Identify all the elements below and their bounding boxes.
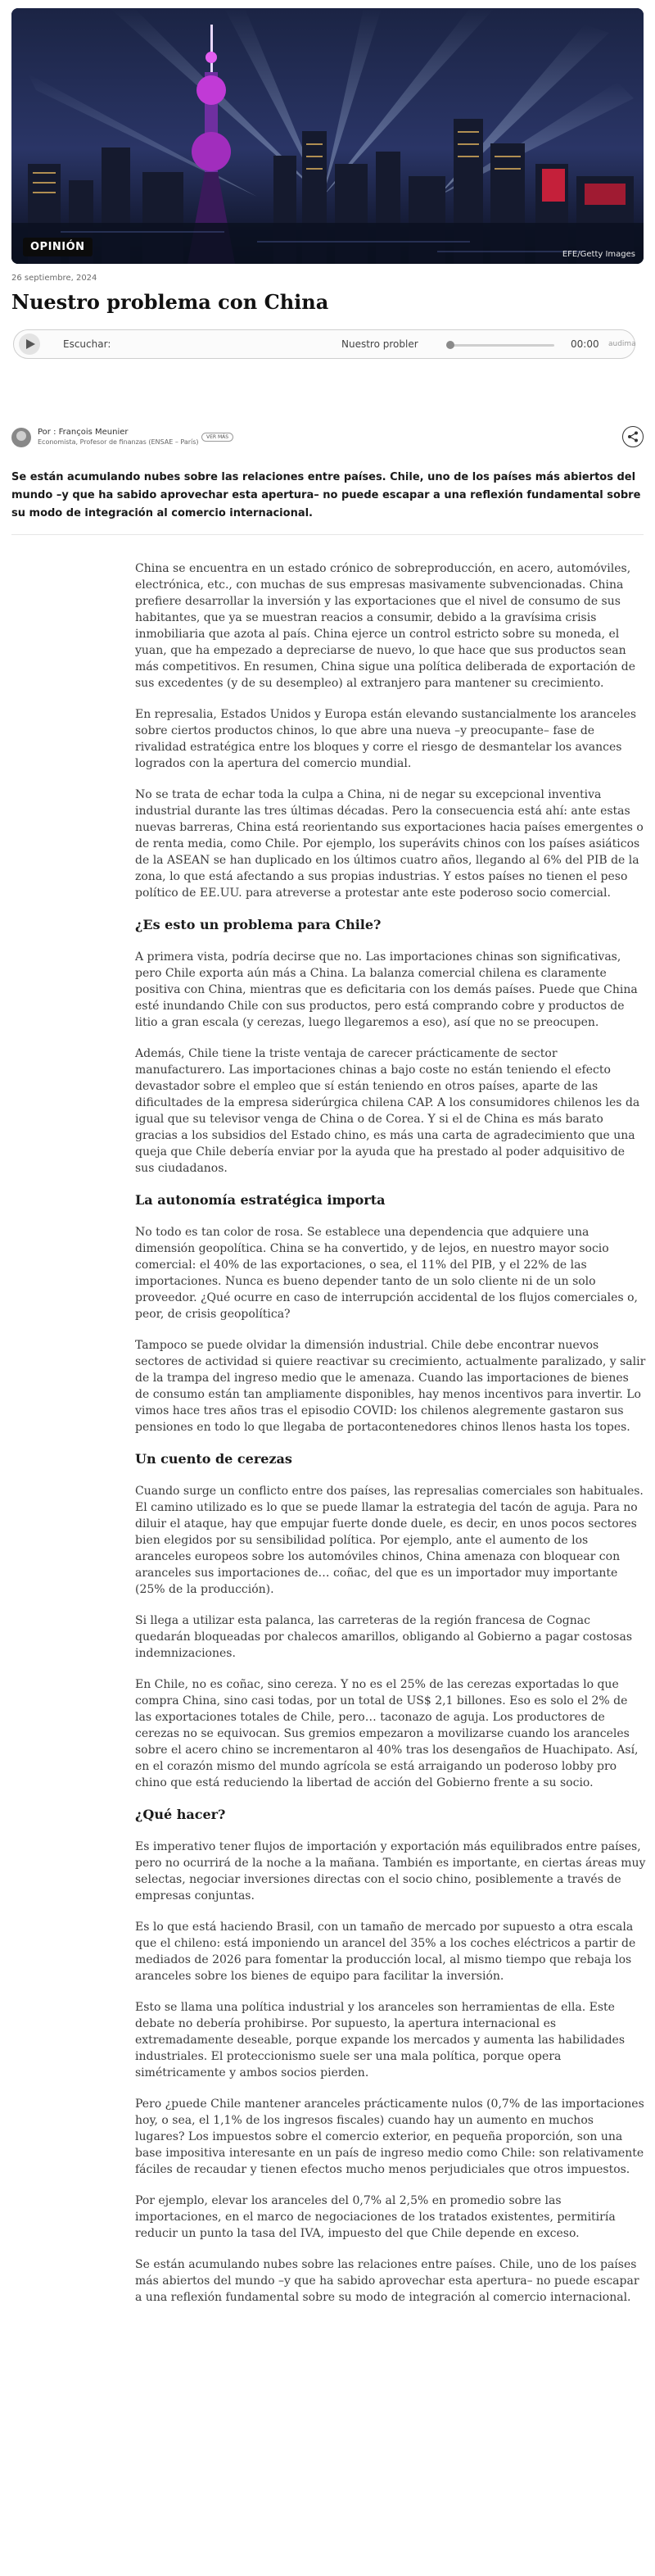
play-icon[interactable]: [19, 333, 40, 355]
paragraph: Es imperativo tener flujos de importación y exportación más equilibrados entre países, pero no ocurrirá de la noche a la mañana. También es importante, en ciertas áreas muy selectas, negociar inversiones directas con el socio chino, posiblemente a través de empresas conjuntas.: [135, 1840, 646, 1903]
article-body: [135, 560, 646, 2320]
opinion-badge: OPINIÓN: [23, 238, 93, 256]
see-more-button[interactable]: VER MÁS: [201, 433, 233, 442]
article-lead: Se están acumulando nubes sobre las relaciones entre países. Chile, uno de los países más abiertos del mundo –y que ha sabido aprovechar esta apertura– no puede escapar a una reflexión fundamental sobre su modo de integración al comercio internacional.: [11, 471, 641, 519]
paragraph: Cuando surge un conflicto entre dos países, las represalias comerciales son habituales. El camino utilizado es lo que se puede llamar la estrategia del tacón de aguja. Para no diluir el ataque, hay que empujar fuerte donde duele, es decir, en unos pocos sectores bien elegidos por su sensibilidad política. Por ejemplo, ante el aumento de los aranceles europeos sobre los automóviles chinos, China amenaza con bloquear con aranceles sus importaciones de… coñac, del que es un importador muy importante (25% de la producción).: [135, 1485, 644, 1596]
section-heading: Un cuento de cerezas: [135, 1451, 292, 1467]
paragraph: Pero ¿puede Chile mantener aranceles prácticamente nulos (0,7% de las importaciones hoy, o sea, el 1,1% de los ingresos fiscales) cuando hay un aumento en muchos lugares? Los impuestos sobre el comercio exterior, en pequeña proporción, son una base impositiva interesante en un país de ingreso medio como Chile: son relativamente fáciles de recaudar y tienen efectos mucho menos perjudiciales que otros impuestos.: [135, 2098, 644, 2176]
current-time: 00:00: [571, 338, 599, 350]
author-block: [11, 426, 644, 451]
paragraph: Esto se llama una política industrial y los aranceles son herramientas de ella. Este debate no debería prohibirse. Por supuesto, la apertura internacional es extremadamente deseable, porque expande los mercados y aumenta las habilidades industriales. El proteccionismo suele ser una mala política, porque opera simétricamente y ambos socios pierden.: [135, 2001, 626, 2079]
paragraph: No se trata de echar toda la culpa a China, ni de negar su excepcional inventiva industrial durante las tres últimas décadas. Pero la consecuencia está ahí: ante estas nuevas barreras, China está reorientando sus exportaciones hacia países emergentes o de renta media, como Chile. Por ejemplo, los superávits chinos con los países asiáticos de la ASEAN se han duplicado en los últimos cuatro años, llegando al 6% del PIB de la zona, lo que está afectando a sus propias industrias. Y estos países no tienen el peso político de EE.UU. para atreverse a protestar ante este poderoso socio comercial.: [135, 788, 644, 900]
paragraph: No todo es tan color de rosa. Se establece una dependencia que adquiere una dimensión geopolítica. China se ha convertido, y de lejos, en nuestro mayor socio comercial: el 40% de las exportaciones, o sea, el 11% del PIB, y el 22% de las importaciones. Nunca es bueno depender tanto de un solo cliente ni de un solo proveedor. ¿Qué ocurre en caso de interrupción accidental de los flujos comerciales o, peor, de crisis geopolítica?: [135, 1226, 638, 1321]
paragraph: Se están acumulando nubes sobre las relaciones entre países. Chile, uno de los países más abiertos del mundo –y que ha sabido aprovechar esta apertura– no puede escapar a una reflexión fundamental sobre su modo de integración al comercio internacional.: [135, 2258, 639, 2304]
section-heading: ¿Qué hacer?: [135, 1807, 226, 1822]
hero-image: [11, 8, 644, 264]
paragraph: Además, Chile tiene la triste ventaja de carecer prácticamente de sector manufacturero. Las importaciones chinas a bajo coste no están teniendo el efecto devastador sobre el empleo que sí están teniendo en otros países, aparte de las dificultades de la empresa siderúrgica chilena CAP. A los consumidores chilenos les da igual que su televisor venga de China o de Corea. Y si el de China es más barato gracias a los subsidios del Estado chino, es más una carta de agradecimiento que una queja que Chile debería enviar por la ayuda que ha prestado al poder adquisitivo de sus ciudadanos.: [135, 1047, 640, 1175]
section-heading: La autonomía estratégica importa: [135, 1192, 386, 1208]
progress-knob[interactable]: [446, 341, 454, 349]
article-title: Nuestro problema con China: [11, 290, 329, 314]
section-heading: ¿Es esto un problema para Chile?: [135, 917, 382, 932]
publish-date: 26 septiembre, 2024: [11, 274, 97, 283]
progress-bar[interactable]: [448, 344, 554, 347]
paragraph: Por ejemplo, elevar los aranceles del 0,7% al 2,5% en promedio sobre las importaciones, en el marco de negociaciones de los tratados existentes, permitiría reducir un punto la tasa del IVA, impuesto del que Chile depende en exceso.: [135, 2194, 616, 2240]
paragraph: China se encuentra en un estado crónico de sobreproducción, en acero, automóviles, electrónica, etc., con muchas de sus empresas masivamente subvencionadas. China prefiere desarrollar la inversión y las exportaciones que el nivel de consumo de sus habitantes, que ya se muestran reacios a consumir, debido a la gravísima crisis inmobiliaria que azota al país. China ejerce un control estricto sobre su moneda, el yuan, que ha empezado a depreciarse de nuevo, lo que hace que sus productos sean más competitivos. En resumen, China sigue una política deliberada de exportación de sus excedentes (y de su desempleo) al extranjero para mantener su crecimiento.: [135, 562, 635, 690]
player-brand: audima: [608, 340, 636, 348]
track-title: Nuestro probler: [341, 338, 418, 350]
shanghai-skyline-illustration: [11, 8, 644, 264]
share-button[interactable]: [622, 426, 644, 447]
author-role: Economista, Profesor de finanzas (ENSAE – París): [38, 438, 199, 446]
divider: [11, 534, 644, 535]
paragraph: En Chile, no es coñac, sino cereza. Y no es el 25% de las cerezas exportadas lo que compra China, sino casi todas, por un total de US$ 2,1 billones. Eso es solo el 2% de las exportaciones totales de Chile, pero… taconazo de aguja. Los productores de cerezas no se equivocan. Sus gremios empezaron a movilizarse cuando los aranceles sobre el acero chino se incrementaron al 40% tras los desengaños de Huachipato. Así, en el corazón mismo del mundo agrícola se está arraigando un poderoso lobby pro chino que está reduciendo la libertad de acción del Gobierno frente a su socio.: [135, 1678, 639, 1789]
paragraph: A primera vista, podría decirse que no. Las importaciones chinas son significativas, pero Chile exporta aún más a China. La balanza comercial chilena es claramente positiva con China, mientras que es deficitaria con los demás países. Puede que China esté inundando Chile con sus productos, pero está comprando cobre y productos de litio a gran escala (y cerezas, luego llegaremos a eso), así que no se preocupen.: [135, 950, 638, 1029]
paragraph: Tampoco se puede olvidar la dimensión industrial. Chile debe encontrar nuevos sectores de actividad si quiere reactivar su crecimiento, actualmente paralizado, y salir de la trampa del ingreso medio que le amenaza. Cuando las importaciones de bienes de consumo están tan ampliamente disponibles, hay menos incentivos para invertir. Lo vimos hace tres años tras el episodio COVID: los chilenos alegremente gastaron sus pensiones en todo lo que llegaba de portacontenedores chinos llenos hasta los topes.: [135, 1339, 646, 1434]
listen-label: Escuchar:: [63, 338, 111, 350]
audio-player: [13, 329, 635, 359]
photo-credit: EFE/Getty Images: [562, 250, 635, 259]
author-name[interactable]: Por : François Meunier: [38, 428, 129, 437]
paragraph: En represalia, Estados Unidos y Europa están elevando sustancialmente los aranceles sobre ciertos productos chinos, lo que abre una nueva –y preocupante– fase de rivalidad estratégica entre los bloques y corre el riesgo de desmantelar los avances logrados con la apertura del comercio mundial.: [135, 708, 637, 770]
share-icon: [627, 431, 639, 442]
paragraph: Es lo que está haciendo Brasil, con un tamaño de mercado por supuesto a otra escala que el chileno: está imponiendo un arancel del 35% a los coches eléctricos a partir de mediados de 2026 para fomentar la producción local, al mismo tiempo que rebaja los aranceles sobre los bienes de equipo para facilitar la inversión.: [135, 1921, 636, 1983]
avatar: [11, 428, 31, 447]
paragraph: Si llega a utilizar esta palanca, las carreteras de la región francesa de Cognac quedarán bloqueadas por chalecos amarillos, obligando al Gobierno a pagar costosas indemnizaciones.: [135, 1614, 633, 1660]
